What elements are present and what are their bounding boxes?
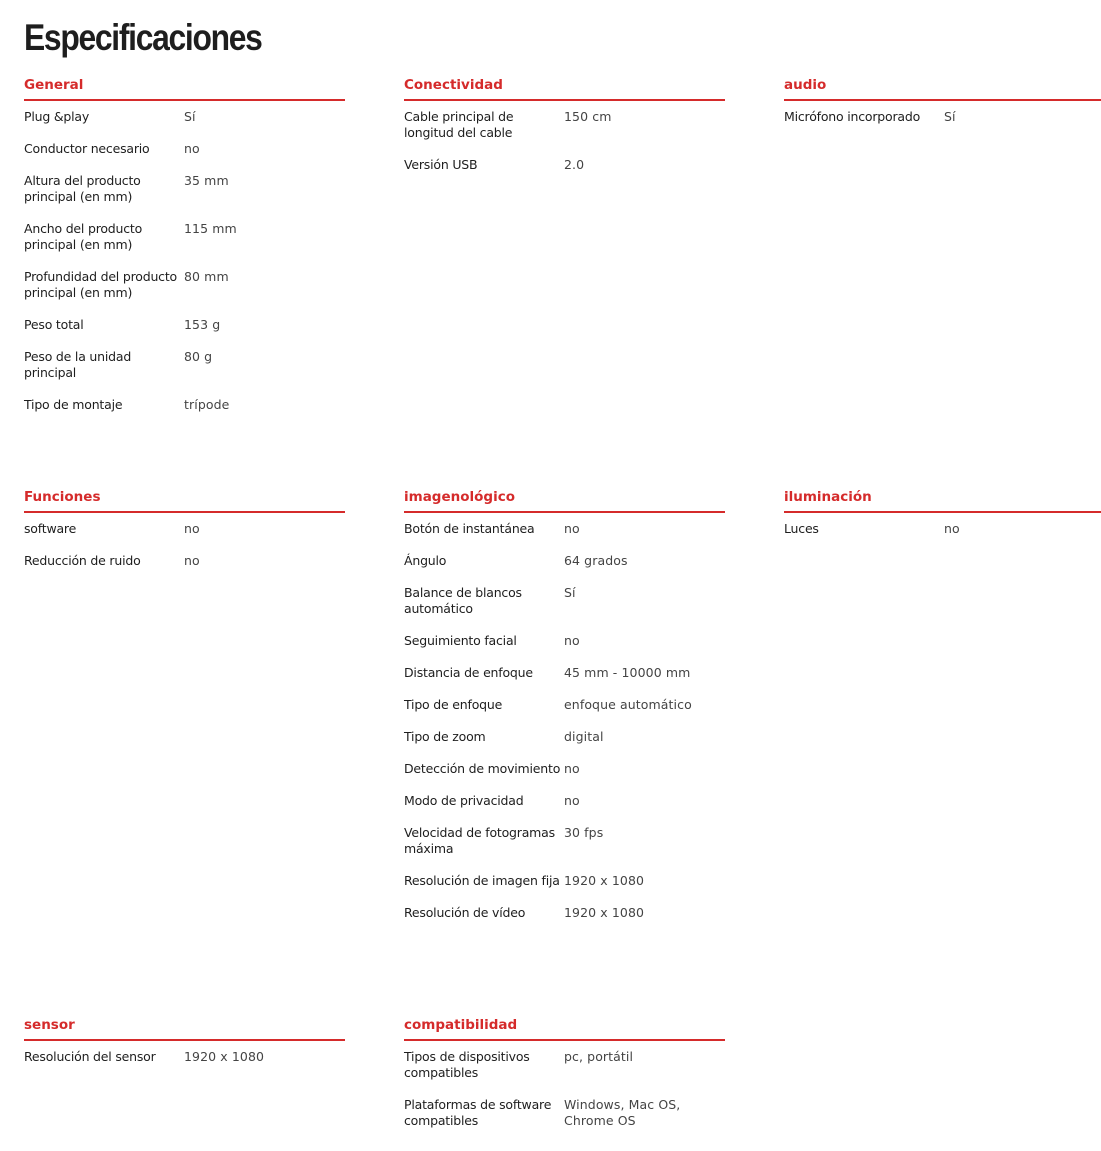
section-audio [784,76,1101,141]
spec-label: Resolución del sensor [24,1049,156,1064]
spec-row [404,585,725,617]
section-compatibilidad [404,1016,725,1145]
spec-row [24,1049,345,1065]
spec-row [404,825,725,857]
spec-label: Seguimiento facial [404,633,517,648]
spec-label: Reducción de ruido [24,553,141,568]
spec-label: Micrófono incorporado [784,109,921,124]
spec-row [404,793,725,809]
spec-row [404,553,725,569]
spec-label: Resolución de vídeo [404,905,526,920]
spec-label: Luces [784,521,819,536]
spec-list [24,109,345,413]
spec-value: no [184,141,200,156]
spec-row [24,553,345,569]
spec-value: 153 g [184,317,221,332]
section-sensor [24,1016,345,1081]
spec-value: Sí [184,109,196,124]
spec-value: 1920 x 1080 [564,873,645,888]
spec-label: Peso total [24,317,84,332]
spec-value: digital [564,729,604,744]
spec-list [404,521,725,921]
spec-value: 1920 x 1080 [184,1049,265,1064]
spec-label: software [24,521,77,536]
spec-row [404,633,725,649]
spec-label: Distancia de enfoque [404,665,533,680]
section-imagenologico [404,488,725,937]
section-iluminacion [784,488,1101,553]
spec-row [404,157,725,173]
spec-row [404,665,725,681]
spec-value: 64 grados [564,553,628,568]
spec-value: no [564,793,580,808]
spec-list [24,521,345,569]
spec-label: Ángulo [404,553,447,568]
page-title: Especificaciones [24,17,262,58]
spec-value: no [564,633,580,648]
section-title: sensor [24,1016,345,1041]
spec-label: Resolución de imagen fija [404,873,560,888]
spec-label: Profundidad del producto principal (en mm) [24,269,177,300]
section-title: Conectividad [404,76,725,101]
spec-list [784,109,1101,125]
spec-value: Sí [944,109,956,124]
spec-row [24,221,345,253]
spec-row [404,109,725,141]
spec-value: no [564,521,580,536]
spec-value: 30 fps [564,825,604,840]
spec-value: 45 mm - 10000 mm [564,665,691,680]
spec-label: Detección de movimiento [404,761,561,776]
section-title: General [24,76,345,101]
spec-row [24,173,345,205]
spec-row [404,521,725,537]
spec-value: 35 mm [184,173,229,188]
spec-value: 80 g [184,349,213,364]
spec-value: Windows, Mac OS, Chrome OS [564,1097,681,1128]
spec-value: no [184,553,200,568]
spec-label: Plataformas de software compatibles [404,1097,552,1128]
spec-value: no [944,521,960,536]
section-general [24,76,345,429]
spec-row [784,521,1101,537]
spec-row [404,697,725,713]
spec-row [24,141,345,157]
spec-row [404,905,725,921]
section-title: audio [784,76,1101,101]
spec-row [404,1097,725,1129]
spec-label: Versión USB [404,157,478,172]
section-title: imagenológico [404,488,725,513]
spec-list [404,109,725,173]
spec-row [404,1049,725,1081]
spec-value: no [564,761,580,776]
spec-label: Tipo de zoom [404,729,486,744]
spec-value: enfoque automático [564,697,692,712]
spec-label: Tipo de enfoque [404,697,503,712]
spec-row [24,269,345,301]
section-funciones [24,488,345,585]
spec-list [404,1049,725,1129]
spec-row [404,873,725,889]
spec-label: Modo de privacidad [404,793,524,808]
spec-value: no [184,521,200,536]
spec-list [784,521,1101,537]
spec-row [24,109,345,125]
section-title: iluminación [784,488,1101,513]
section-title: compatibilidad [404,1016,725,1041]
spec-value: 150 cm [564,109,612,124]
spec-value: trípode [184,397,230,412]
spec-row [24,349,345,381]
spec-row [24,521,345,537]
spec-row [24,317,345,333]
spec-list [24,1049,345,1065]
spec-value: Sí [564,585,576,600]
spec-label: Balance de blancos automático [404,585,522,616]
spec-label: Cable principal de longitud del cable [404,109,514,140]
spec-label: Altura del producto principal (en mm) [24,173,141,204]
spec-label: Botón de instantánea [404,521,535,536]
spec-value: 1920 x 1080 [564,905,645,920]
spec-value: 2.0 [564,157,585,172]
spec-row [784,109,1101,125]
spec-value: 115 mm [184,221,237,236]
spec-row [404,729,725,745]
spec-label: Tipos de dispositivos compatibles [404,1049,530,1080]
spec-label: Velocidad de fotogramas máxima [404,825,555,856]
spec-label: Ancho del producto principal (en mm) [24,221,143,252]
spec-label: Conductor necesario [24,141,150,156]
section-conectividad [404,76,725,189]
spec-label: Tipo de montaje [24,397,123,412]
spec-row [24,397,345,413]
spec-value: 80 mm [184,269,229,284]
spec-row [404,761,725,777]
spec-value: pc, portátil [564,1049,634,1064]
spec-label: Peso de la unidad principal [24,349,132,380]
section-title: Funciones [24,488,345,513]
spec-label: Plug &play [24,109,90,124]
